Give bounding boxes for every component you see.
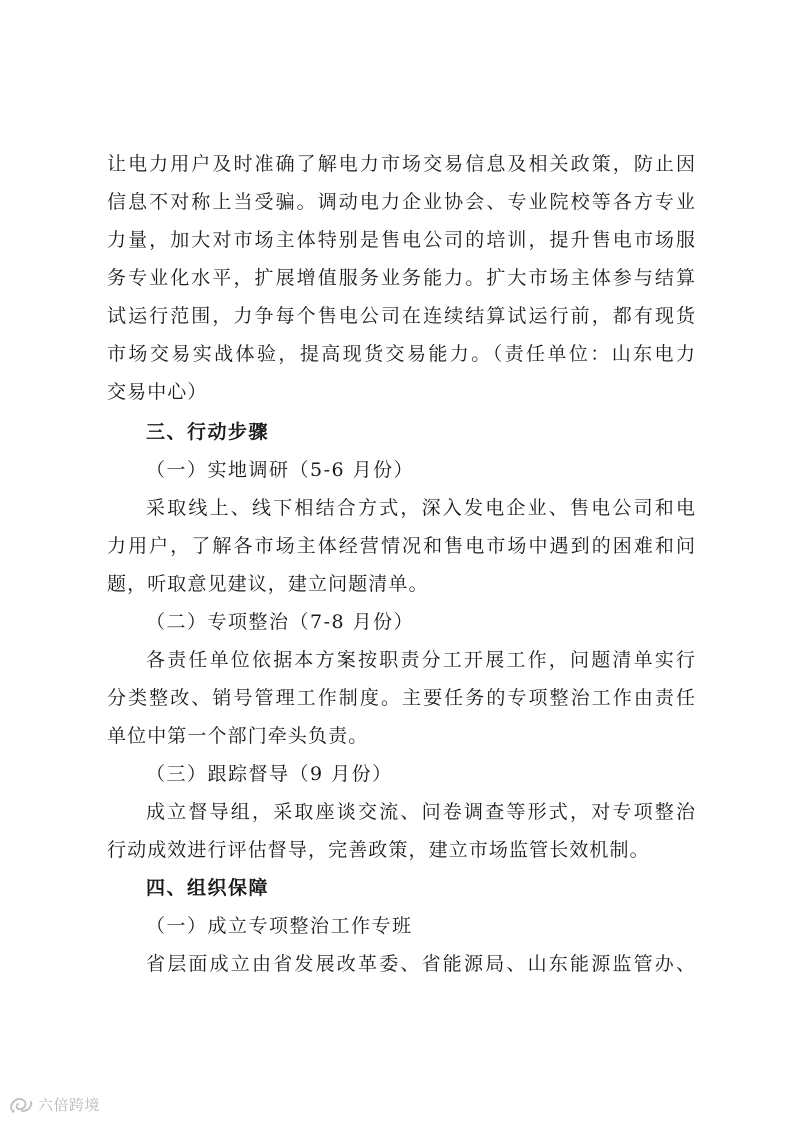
paragraph-line: 市场交易实战体验，提高现货交易能力。（责任单位：山东电力 [107,343,695,365]
paragraph-line: 交易中心） [107,381,208,403]
paragraph-line: 行动成效进行评估督导，完善政策，建立市场监管长效机制。 [107,839,650,861]
watermark-logo-icon [8,1093,34,1115]
paragraph-line: 试运行范围，力争每个售电公司在连续结算试运行前，都有现货 [107,305,695,327]
paragraph-line: 省层面成立由省发展改革委、省能源局、山东能源监管办、 [146,953,695,975]
paragraph-line: 信息不对称上当受骗。调动电力企业协会、专业院校等各方专业 [107,191,695,213]
paragraph-line: 务专业化水平，扩展增值服务业务能力。扩大市场主体参与结算 [107,267,695,289]
section-heading: 四、组织保障 [146,877,270,899]
paragraph-line: 分类整改、销号管理工作制度。主要任务的专项整治工作由责任 [107,687,695,709]
subsection-heading: （二）专项整治（7-8 月份） [146,611,415,633]
paragraph-line: 力用户，了解各市场主体经营情况和售电市场中遇到的困难和问 [107,535,695,557]
paragraph-line: 成立督导组，采取座谈交流、问卷调查等形式，对专项整治 [146,801,695,823]
watermark [8,1093,100,1115]
paragraph-line: 力量，加大对市场主体特别是售电公司的培训，提升售电市场服 [107,229,695,251]
subsection-heading: （三）跟踪督导（9 月份） [146,763,393,785]
subsection-heading: （一）实地调研（5-6 月份） [146,459,415,481]
paragraph-line: 题，听取意见建议，建立问题清单。 [107,573,429,595]
watermark-text: 六倍跨境 [38,1095,101,1114]
subsection-heading: （一）成立专项整治工作专班 [146,915,413,937]
section-heading: 三、行动步骤 [146,421,270,443]
paragraph-line: 单位中第一个部门牵头负责。 [107,725,369,747]
paragraph-line: 各责任单位依据本方案按职责分工开展工作，问题清单实行 [146,649,695,671]
paragraph-line: 采取线上、线下相结合方式，深入发电企业、售电公司和电 [146,497,695,519]
paragraph-line: 让电力用户及时准确了解电力市场交易信息及相关政策，防止因 [107,153,695,175]
